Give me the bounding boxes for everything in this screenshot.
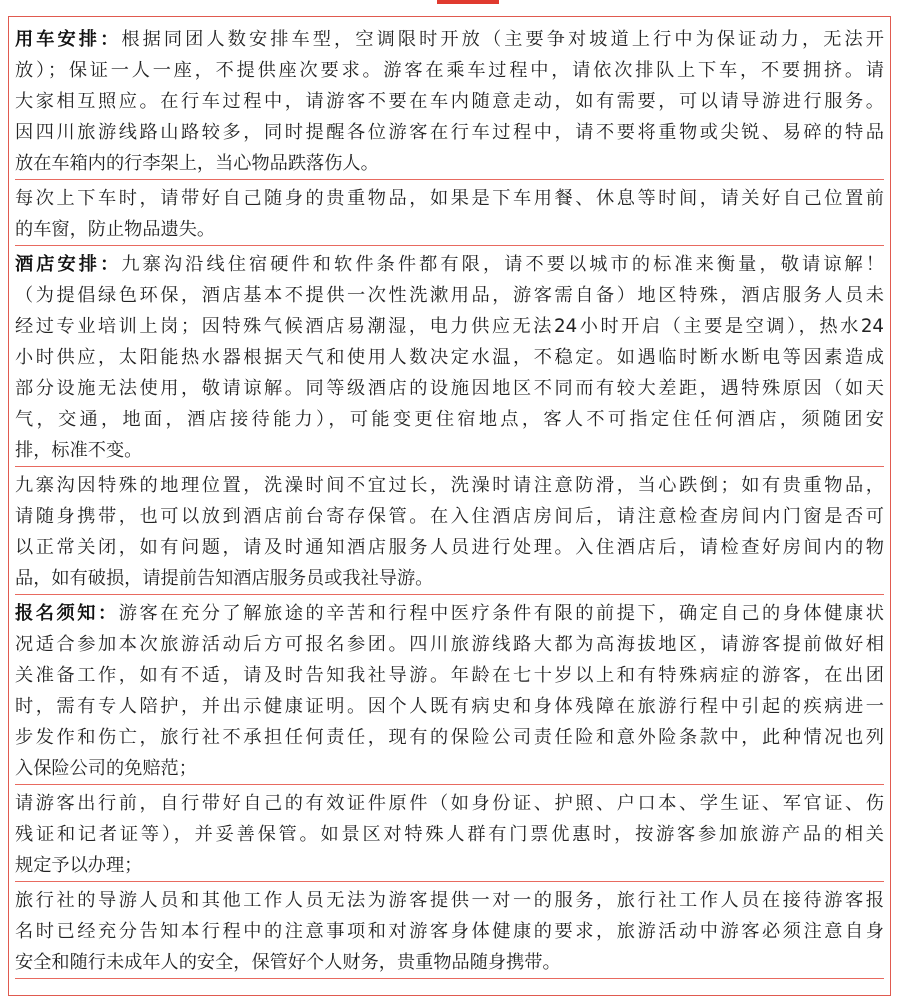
notice-content [9, 17, 890, 979]
line-text: 九寨沟因特殊的地理位置，洗澡时间不宜过长，洗澡时请注意防滑，当心跌倒；如有贵重物品， [15, 475, 884, 496]
line-text: 残证和记者证等），并妥善保管。如景区对特殊人群有门票优惠时，按游客参加旅游产品的相关 [15, 824, 884, 845]
paragraph-line [15, 373, 884, 404]
notice-paragraph [15, 21, 884, 180]
paragraph-line [15, 117, 884, 148]
paragraph-lines [15, 249, 884, 466]
paragraph-line [15, 148, 884, 179]
line-text: 游客在充分了解旅途的辛苦和行程中医疗条件有限的前提下，确定自己的身体健康状 [118, 603, 884, 624]
line-text: 放在车箱内的行李架上，当心物品跌落伤人。 [15, 153, 379, 174]
line-text: 小时供应，太阳能热水器根据天气和使用人数决定水温，不稳定。如遇临时断水断电等因素造成 [15, 347, 884, 368]
notice-box [8, 16, 891, 996]
line-text: 请随身携带，也可以放到酒店前台寄存保管。在入住酒店房间后，请注意检查房间内门窗是否可 [15, 506, 884, 527]
line-text: 时，需有专人陪护，并出示健康证明。因个人既有病史和身体残障在旅游行程中引起的疾病进一 [15, 696, 884, 717]
section-label: 用车安排： [15, 29, 122, 50]
section-label: 酒店安排： [15, 254, 122, 275]
line-text: 的车窗，防止物品遗失。 [15, 219, 216, 240]
notice-paragraph [15, 180, 884, 246]
paragraph-line [15, 722, 884, 753]
paragraph-line [15, 24, 884, 55]
paragraph-line [15, 501, 884, 532]
paragraph-line [15, 563, 884, 594]
line-text: 名时已经充分告知本行程中的注意事项和对游客身体健康的要求，旅游活动中游客必须注意自身 [15, 921, 884, 942]
top-accent-bar [437, 0, 499, 4]
paragraph-line [15, 404, 884, 435]
paragraph-line [15, 532, 884, 563]
paragraph-line [15, 470, 884, 501]
notice-paragraph [15, 467, 884, 595]
line-text: 请游客出行前，自行带好自己的有效证件原件（如身份证、护照、户口本、学生证、军官证、伤 [15, 793, 884, 814]
notice-paragraph [15, 595, 884, 785]
paragraph-line [15, 850, 884, 881]
line-text: 气，交通，地面，酒店接待能力），可能变更住宿地点，客人不可指定住任何酒店，须随团安 [15, 409, 884, 430]
paragraph-line [15, 598, 884, 629]
paragraph-line [15, 311, 884, 342]
paragraph-line [15, 788, 884, 819]
paragraph-line [15, 342, 884, 373]
line-text: 规定予以办理； [15, 855, 143, 876]
line-text: 部分设施无法使用，敬请谅解。同等级酒店的设施因地区不同而有较大差距，遇特殊原因（如天 [15, 378, 884, 399]
paragraph-line [15, 629, 884, 660]
section-label: 报名须知： [15, 603, 119, 624]
paragraph-line [15, 435, 884, 466]
paragraph-line [15, 947, 884, 978]
line-text: 关准备工作，如有不适，请及时告知我社导游。年龄在七十岁以上和有特殊病症的游客，在出团 [15, 665, 884, 686]
paragraph-lines [15, 885, 884, 978]
paragraph-lines [15, 470, 884, 594]
notice-paragraph [15, 785, 884, 882]
line-text: 步发作和伤亡，旅行社不承担任何责任，现有的保险公司责任险和意外险条款中，此种情况也列 [15, 727, 884, 748]
paragraph-line [15, 55, 884, 86]
line-text: 以正常关闭，如有问题，请及时通知酒店服务人员进行处理。入住酒店后，请检查好房间内的物 [15, 537, 884, 558]
paragraph-lines [15, 598, 884, 784]
line-text: 入保险公司的免赔范； [15, 758, 197, 779]
notice-paragraph [15, 246, 884, 467]
line-text: 况适合参加本次旅游活动后方可报名参团。四川旅游线路大都为高海拔地区，请游客提前做好相 [15, 634, 884, 655]
line-text: 根据同团人数安排车型，空调限时开放（主要争对坡道上行中为保证动力，无法开 [121, 29, 884, 50]
line-text: 旅行社的导游人员和其他工作人员无法为游客提供一对一的服务，旅行社工作人员在接待游客报 [15, 890, 884, 911]
paragraph-line [15, 691, 884, 722]
paragraph-line [15, 249, 884, 280]
notice-paragraph [15, 882, 884, 979]
paragraph-line [15, 916, 884, 947]
line-text: 放）；保证一人一座，不提供座次要求。游客在乘车过程中，请依次排队上下车，不要拥挤。请 [15, 60, 884, 81]
paragraph-lines [15, 788, 884, 881]
line-text: 安全和随行未成年人的安全，保管好个人财务，贵重物品随身携带。 [15, 952, 561, 973]
paragraph-line [15, 86, 884, 117]
line-text: 排，标准不变。 [15, 440, 143, 461]
paragraph-line [15, 819, 884, 850]
paragraph-line [15, 753, 884, 784]
line-text: 因四川旅游线路山路较多，同时提醒各位游客在行车过程中，请不要将重物或尖锐、易碎的特品 [15, 122, 884, 143]
line-text: 九寨沟沿线住宿硬件和软件条件都有限，请不要以城市的标准来衡量，敬请谅解！ [121, 254, 884, 275]
line-text: 每次上下车时，请带好自己随身的贵重物品，如果是下车用餐、休息等时间，请关好自己位置前 [15, 188, 884, 209]
paragraph-line [15, 660, 884, 691]
paragraph-line [15, 183, 884, 214]
paragraph-line [15, 280, 884, 311]
line-text: 大家相互照应。在行车过程中，请游客不要在车内随意走动，如有需要，可以请导游进行服务。 [15, 91, 884, 112]
line-text: 经过专业培训上岗；因特殊气候酒店易潮湿，电力供应无法24小时开启（主要是空调），热水24 [15, 316, 884, 337]
paragraph-line [15, 214, 884, 245]
paragraph-lines [15, 24, 884, 179]
paragraph-lines [15, 183, 884, 245]
paragraph-line [15, 885, 884, 916]
line-text: （为提倡绿色环保，酒店基本不提供一次性洗漱用品，游客需自备）地区特殊，酒店服务人员未 [15, 285, 884, 306]
line-text: 品，如有破损，请提前告知酒店服务员或我社导游。 [15, 568, 434, 589]
